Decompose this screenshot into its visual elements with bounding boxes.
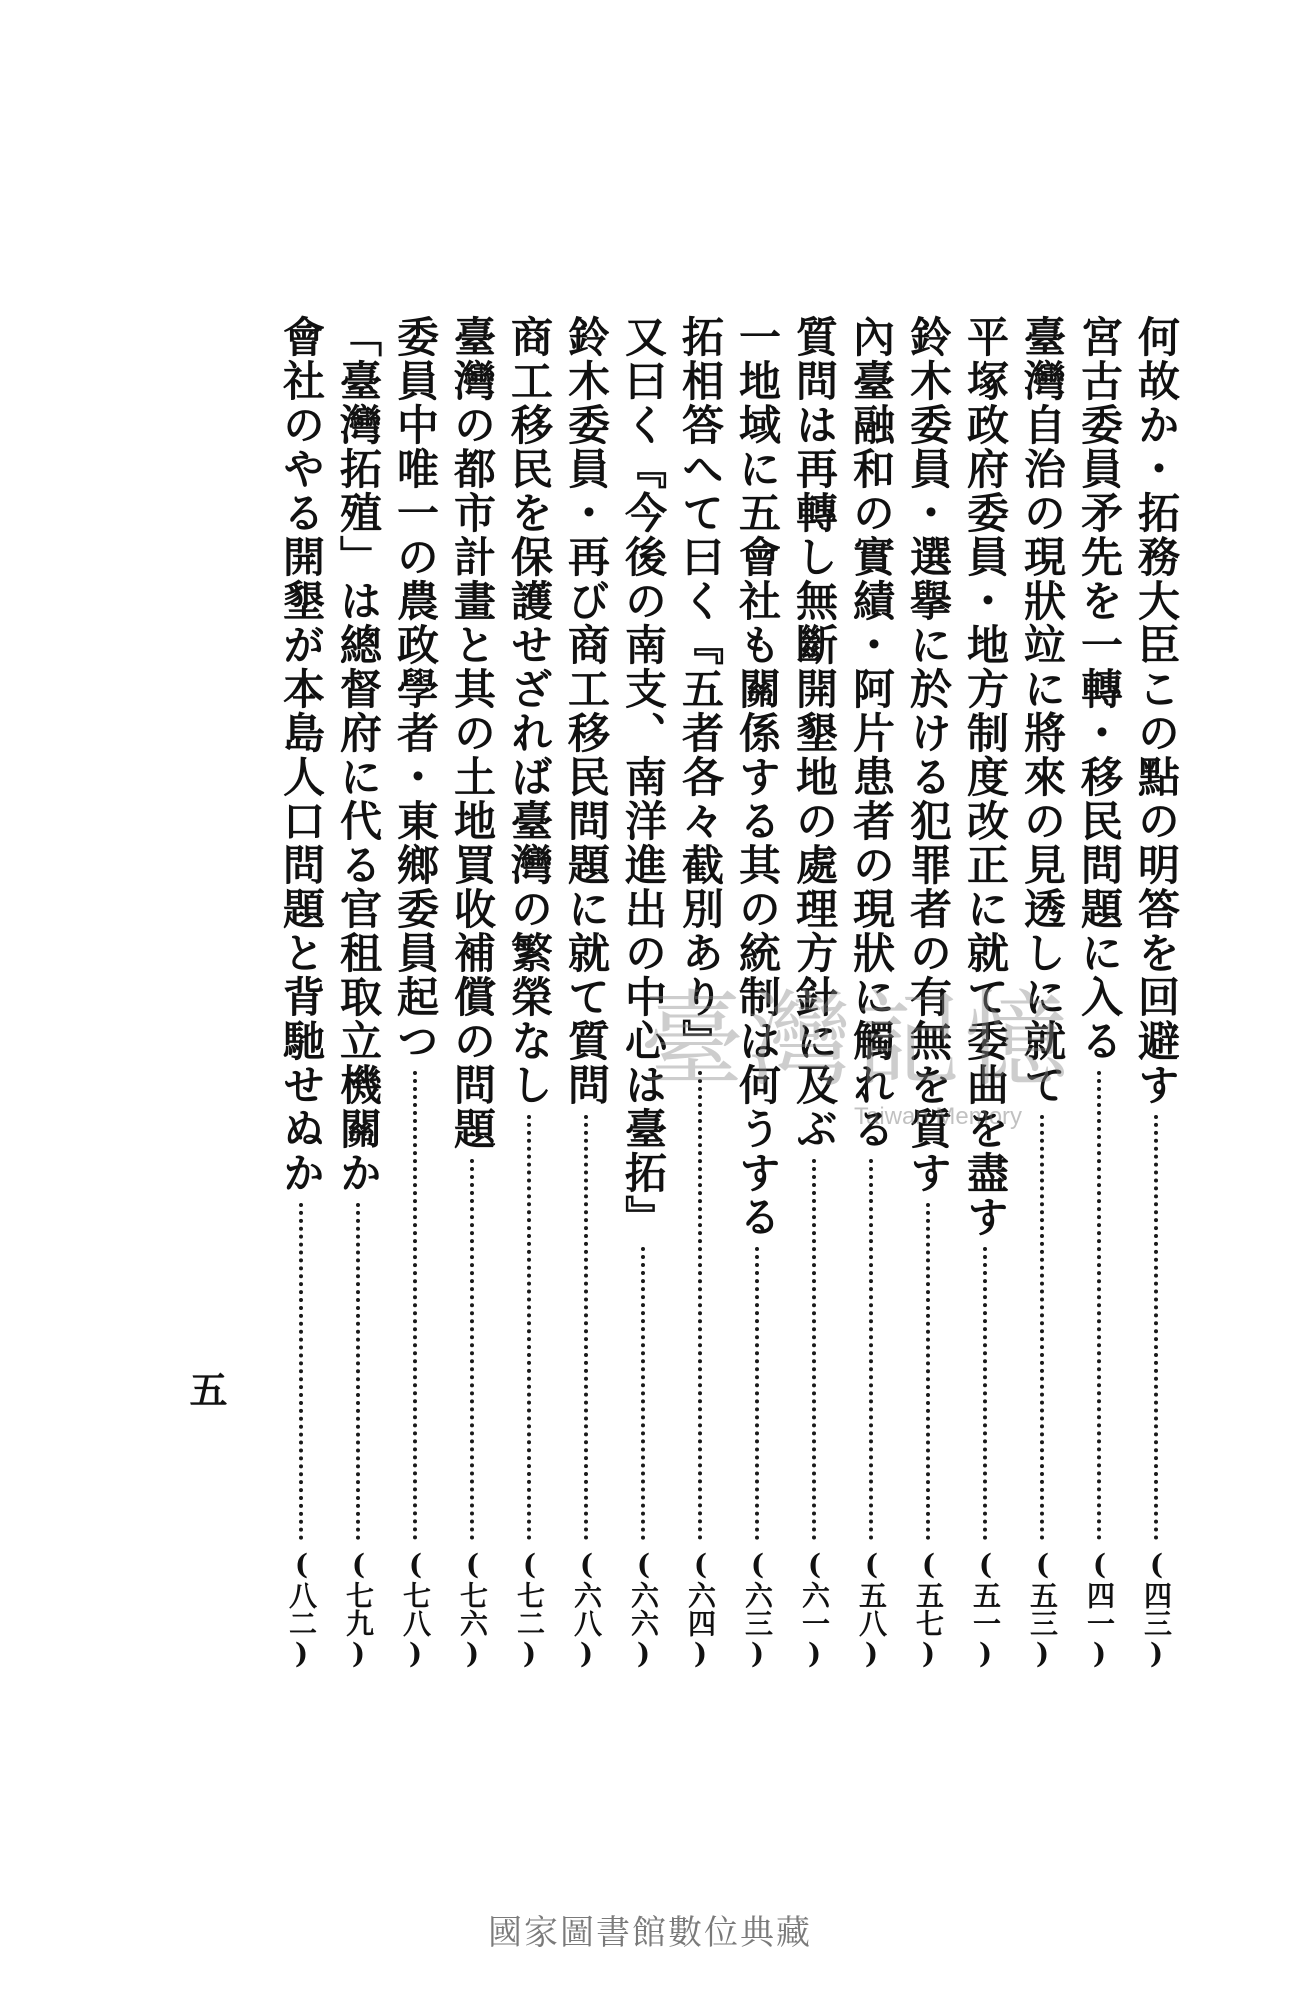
watermark-text: 臺灣記憶 bbox=[640, 979, 1073, 1101]
toc-entry-title: 「臺灣拓殖」は總督府に代る官租取立機關か bbox=[334, 315, 383, 1195]
toc-entry-title: 又曰く『今後の南支、南洋進出の中心は臺拓』 bbox=[619, 315, 668, 1239]
toc-entry-9 bbox=[676, 315, 724, 1670]
toc-entry-page: (五八) bbox=[855, 1548, 888, 1670]
library-footer: 國家圖書館數位典藏 bbox=[488, 1913, 812, 1953]
toc-entry-page: (七九) bbox=[342, 1548, 375, 1670]
toc-entry-title: 會社のやる開墾が本島人口問題と背馳せぬか bbox=[277, 315, 326, 1195]
dot-leader bbox=[527, 1115, 531, 1540]
toc-entry-page: (七六) bbox=[456, 1548, 489, 1670]
toc-entry-12 bbox=[505, 315, 553, 1670]
dot-leader bbox=[698, 1071, 702, 1540]
dot-leader bbox=[755, 1247, 759, 1540]
toc-entry-14 bbox=[391, 315, 439, 1670]
toc-entry-title: 何故か・拓務大臣この點の明答を回避す bbox=[1132, 315, 1181, 1107]
toc-entry-title: 臺灣の都市計畫と其の土地買收補償の問題 bbox=[448, 315, 497, 1151]
toc-entry-page: (五七) bbox=[912, 1548, 945, 1670]
toc-entry-title: 內臺融和の實績・阿片患者の現狀に觸れる bbox=[847, 315, 896, 1151]
dot-leader bbox=[470, 1159, 474, 1540]
dot-leader bbox=[1154, 1115, 1158, 1540]
toc-entry-page: (五一) bbox=[969, 1548, 1002, 1670]
toc-entry-title: 臺灣自治の現狀竝に將來の見透しに就て bbox=[1018, 315, 1067, 1107]
dot-leader bbox=[356, 1203, 360, 1540]
toc-entry-title: 質問は再轉し無斷開墾地の處理方針に及ぶ bbox=[790, 315, 839, 1151]
toc-entry-title: 商工移民を保護せざれば臺灣の繁榮なし bbox=[505, 315, 554, 1107]
toc-entry-page: (六六) bbox=[627, 1548, 660, 1670]
toc-entry-page: (四一) bbox=[1083, 1548, 1116, 1670]
toc-entry-6 bbox=[847, 315, 895, 1670]
dot-leader bbox=[641, 1247, 645, 1540]
toc-entry-page: (七二) bbox=[513, 1548, 546, 1670]
toc-entry-title: 宮古委員矛先を一轉・移民問題に入る bbox=[1075, 315, 1124, 1063]
toc-entry-3 bbox=[1018, 315, 1066, 1670]
toc-entry-15 bbox=[334, 315, 382, 1670]
watermark-subtitle: Taiwan Memory bbox=[854, 1103, 1023, 1130]
dot-leader bbox=[812, 1159, 816, 1540]
toc-entry-1 bbox=[1132, 315, 1180, 1670]
dot-leader bbox=[299, 1203, 303, 1540]
page-number: 五 bbox=[183, 1370, 228, 1408]
toc-entry-7 bbox=[790, 315, 838, 1670]
dot-leader bbox=[869, 1159, 873, 1540]
toc-entry-title: 拓相答へて曰く『五者各々截別あり』 bbox=[676, 315, 725, 1063]
toc-entry-4 bbox=[961, 315, 1009, 1670]
toc-entry-title: 鈴木委員・再び商工移民問題に就て質問 bbox=[562, 315, 611, 1107]
dot-leader bbox=[926, 1203, 930, 1540]
toc-entry-8 bbox=[733, 315, 781, 1670]
toc-entry-page: (六四) bbox=[684, 1548, 717, 1670]
toc-entry-16 bbox=[277, 315, 325, 1670]
toc-entry-5 bbox=[904, 315, 952, 1670]
toc-entry-11 bbox=[562, 315, 610, 1670]
toc-entry-page: (七八) bbox=[399, 1548, 432, 1670]
toc-entry-2 bbox=[1075, 315, 1123, 1670]
dot-leader bbox=[1097, 1071, 1101, 1540]
toc-entry-page: (四三) bbox=[1140, 1548, 1173, 1670]
toc-entry-10 bbox=[619, 315, 667, 1670]
dot-leader bbox=[983, 1247, 987, 1540]
toc-entry-title: 一地域に五會社も關係する其の統制は何うする bbox=[733, 315, 782, 1239]
toc-entry-title: 委員中唯一の農政學者・東鄉委員起つ bbox=[391, 315, 440, 1063]
toc-entry-13 bbox=[448, 315, 496, 1670]
toc-entry-title: 鈴木委員・選擧に於ける犯罪者の有無を質す bbox=[904, 315, 953, 1195]
dot-leader bbox=[584, 1115, 588, 1540]
toc-entry-page: (六三) bbox=[741, 1548, 774, 1670]
toc-entry-page: (五三) bbox=[1026, 1548, 1059, 1670]
toc-entry-title: 平塚政府委員・地方制度改正に就て委曲を盡す bbox=[961, 315, 1010, 1239]
toc-entry-page: (六一) bbox=[798, 1548, 831, 1670]
toc-entry-page: (八二) bbox=[285, 1548, 318, 1670]
dot-leader bbox=[1040, 1115, 1044, 1540]
dot-leader bbox=[413, 1071, 417, 1540]
toc-entry-page: (六八) bbox=[570, 1548, 603, 1670]
